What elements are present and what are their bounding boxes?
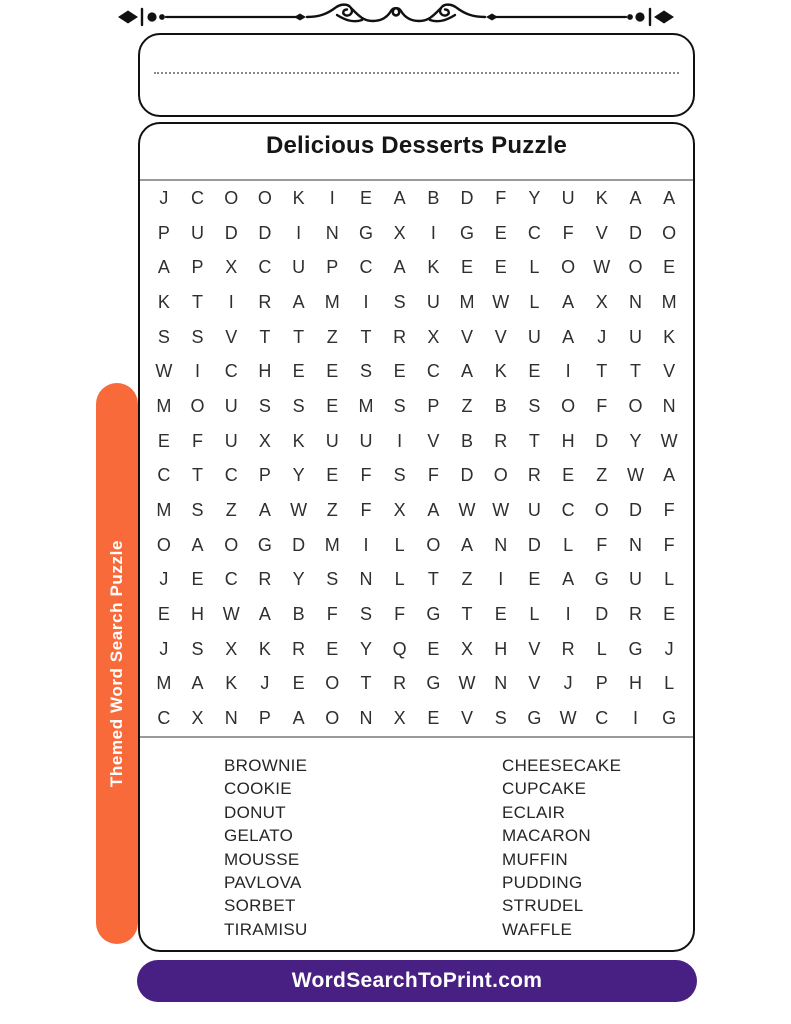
grid-cell-r5-c8: R [393, 326, 407, 347]
grid-cell-r15-c6: O [325, 673, 340, 694]
grid-cell-r6-c9: C [426, 361, 440, 382]
grid-cell-r13-c16: E [663, 604, 676, 625]
grid-cell-r3-c12: L [529, 257, 540, 278]
grid-cell-r3-c13: O [561, 257, 576, 278]
website-banner-label: WordSearchToPrint.com [291, 969, 543, 992]
word-item: MUFFIN [502, 849, 569, 869]
grid-cell-r15-c7: T [360, 673, 372, 694]
flourish-divider-icon [115, 2, 677, 32]
grid-cell-r3-c1: A [157, 257, 170, 278]
grid-cell-r2-c6: N [325, 222, 339, 243]
grid-cell-r7-c12: S [528, 395, 541, 416]
grid-cell-r2-c5: I [296, 222, 302, 243]
grid-cell-r9-c15: W [626, 465, 644, 486]
website-banner[interactable] [137, 960, 697, 1002]
grid-cell-r6-c2: I [195, 361, 201, 382]
grid-cell-r15-c2: A [191, 673, 204, 694]
grid-cell-r10-c15: D [628, 500, 642, 521]
grid-cell-r12-c12: E [528, 569, 541, 590]
grid-cell-r11-c9: O [426, 534, 441, 555]
word-item: STRUDEL [502, 896, 584, 916]
grid-cell-r1-c11: F [495, 187, 507, 208]
grid-cell-r13-c10: T [461, 604, 473, 625]
grid-cell-r12-c16: L [664, 569, 675, 590]
grid-cell-r6-c1: W [155, 361, 173, 382]
word-item: WAFFLE [502, 919, 573, 939]
grid-cell-r11-c12: D [527, 534, 541, 555]
grid-cell-r3-c3: X [225, 257, 238, 278]
grid-cell-r2-c3: D [224, 222, 238, 243]
grid-cell-r11-c10: A [461, 534, 474, 555]
puzzle-card [138, 122, 695, 952]
word-item: PAVLOVA [224, 873, 302, 893]
grid-cell-r10-c10: W [458, 500, 476, 521]
grid-cell-r8-c6: U [325, 430, 339, 451]
grid-cell-r7-c14: F [596, 395, 608, 416]
grid-cell-r14-c13: R [561, 638, 575, 659]
grid-cell-r1-c2: C [191, 187, 205, 208]
grid-cell-r9-c2: T [192, 465, 204, 486]
grid-cell-r2-c10: G [460, 222, 475, 243]
grid-cell-r11-c5: D [292, 534, 306, 555]
grid-cell-r7-c5: S [292, 395, 305, 416]
grid-cell-r10-c1: M [156, 500, 172, 521]
grid-cell-r13-c15: R [628, 604, 642, 625]
grid-cell-r6-c14: T [596, 361, 608, 382]
grid-cell-r5-c16: K [663, 326, 676, 347]
grid-cell-r5-c10: V [461, 326, 474, 347]
grid-cell-r6-c16: V [663, 361, 676, 382]
grid-cell-r1-c8: A [393, 187, 406, 208]
grid-cell-r2-c9: I [430, 222, 436, 243]
grid-cell-r11-c7: I [363, 534, 369, 555]
grid-cell-r11-c14: F [596, 534, 608, 555]
grid-cell-r2-c12: C [527, 222, 541, 243]
grid-cell-r3-c4: C [258, 257, 272, 278]
grid-cell-r1-c9: B [427, 187, 440, 208]
grid-cell-r14-c3: X [225, 638, 238, 659]
grid-cell-r6-c10: A [461, 361, 474, 382]
grid-cell-r6-c6: E [326, 361, 339, 382]
word-item: TIRAMISU [224, 919, 308, 939]
grid-cell-r9-c9: F [427, 465, 439, 486]
grid-cell-r9-c5: Y [292, 465, 305, 486]
grid-cell-r9-c4: P [258, 465, 271, 486]
grid-cell-r15-c5: E [292, 673, 305, 694]
grid-cell-r6-c13: I [565, 361, 571, 382]
grid-cell-r9-c14: Z [596, 465, 608, 486]
grid-cell-r12-c5: Y [292, 569, 305, 590]
grid-cell-r10-c16: F [663, 500, 675, 521]
grid-cell-r7-c10: Z [461, 395, 473, 416]
grid-cell-r2-c2: U [191, 222, 205, 243]
word-item: COOKIE [224, 779, 292, 799]
grid-cell-r8-c4: X [258, 430, 271, 451]
grid-cell-r3-c6: P [326, 257, 339, 278]
grid-cell-r10-c7: F [360, 500, 372, 521]
grid-cell-r2-c15: D [628, 222, 642, 243]
grid-cell-r1-c14: K [595, 187, 608, 208]
grid-cell-r14-c15: G [628, 638, 643, 659]
grid-cell-r11-c16: F [663, 534, 675, 555]
grid-cell-r4-c4: R [258, 291, 272, 312]
grid-cell-r8-c16: W [660, 430, 678, 451]
grid-cell-r1-c12: Y [528, 187, 541, 208]
grid-cell-r15-c9: G [426, 673, 441, 694]
grid-cell-r4-c1: K [157, 291, 170, 312]
grid-cell-r10-c13: C [561, 500, 575, 521]
word-item: SORBET [224, 896, 296, 916]
grid-cell-r12-c14: G [594, 569, 609, 590]
grid-cell-r14-c5: R [292, 638, 306, 659]
grid-cell-r3-c14: W [593, 257, 611, 278]
grid-cell-r13-c9: G [426, 604, 441, 625]
word-list [140, 736, 693, 950]
grid-cell-r10-c9: A [427, 500, 440, 521]
grid-cell-r4-c10: M [459, 291, 475, 312]
grid-cell-r8-c15: Y [629, 430, 642, 451]
grid-cell-r5-c3: V [225, 326, 238, 347]
grid-cell-r5-c1: S [157, 326, 170, 347]
theme-ribbon-label: Themed Word Search Puzzle [107, 539, 126, 788]
grid-cell-r12-c8: L [394, 569, 405, 590]
grid-cell-r10-c3: Z [225, 500, 237, 521]
grid-cell-r4-c2: T [192, 291, 204, 312]
grid-cell-r8-c3: U [224, 430, 238, 451]
grid-cell-r2-c4: D [258, 222, 272, 243]
grid-cell-r15-c14: P [595, 673, 608, 694]
grid-cell-r1-c1: J [159, 187, 169, 208]
grid-cell-r16-c2: X [191, 708, 204, 729]
grid-cell-r10-c4: A [258, 500, 271, 521]
grid-cell-r7-c4: S [258, 395, 271, 416]
name-input-line[interactable] [154, 72, 679, 74]
grid-cell-r15-c10: W [458, 673, 476, 694]
word-list-right [502, 754, 621, 941]
grid-cell-r5-c4: T [259, 326, 271, 347]
grid-cell-r13-c3: W [222, 604, 240, 625]
grid-cell-r11-c6: M [324, 534, 340, 555]
grid-cell-r1-c4: O [257, 187, 272, 208]
grid-cell-r7-c9: P [427, 395, 440, 416]
grid-cell-r12-c1: J [159, 569, 169, 590]
grid-cell-r16-c10: V [461, 708, 474, 729]
grid-cell-r6-c3: C [224, 361, 238, 382]
grid-cell-r5-c12: U [527, 326, 541, 347]
grid-cell-r7-c11: B [494, 395, 507, 416]
grid-cell-r6-c4: H [258, 361, 272, 382]
grid-cell-r11-c4: G [257, 534, 272, 555]
grid-cell-r14-c10: X [461, 638, 474, 659]
grid-cell-r7-c7: M [358, 395, 374, 416]
grid-cell-r14-c1: J [159, 638, 169, 659]
grid-cell-r12-c3: C [224, 569, 238, 590]
word-item: CHEESECAKE [502, 756, 622, 775]
grid-cell-r3-c15: O [628, 257, 643, 278]
grid-cell-r14-c9: E [427, 638, 440, 659]
grid-cell-r12-c11: I [498, 569, 504, 590]
grid-cell-r9-c16: A [663, 465, 676, 486]
grid-cell-r9-c10: D [460, 465, 474, 486]
grid-cell-r7-c16: N [662, 395, 676, 416]
grid-cell-r16-c8: X [393, 708, 406, 729]
grid-cell-r2-c1: P [157, 222, 170, 243]
grid-cell-r11-c8: L [394, 534, 405, 555]
word-item: CUPCAKE [502, 779, 587, 799]
grid-cell-r16-c6: O [325, 708, 340, 729]
grid-cell-r11-c11: N [494, 534, 508, 555]
grid-cell-r5-c2: S [191, 326, 204, 347]
grid-cell-r13-c1: E [157, 604, 170, 625]
grid-cell-r8-c14: D [595, 430, 609, 451]
grid-cell-r1-c6: I [329, 187, 335, 208]
grid-cell-r10-c12: U [527, 500, 541, 521]
grid-cell-r3-c7: C [359, 257, 373, 278]
word-item: GELATO [224, 826, 294, 846]
grid-cell-r8-c10: B [461, 430, 474, 451]
grid-cell-r9-c8: S [393, 465, 406, 486]
grid-cell-r16-c15: I [632, 708, 638, 729]
word-item: PUDDING [502, 873, 583, 893]
grid-cell-r9-c12: R [527, 465, 541, 486]
grid-cell-r10-c2: S [191, 500, 204, 521]
grid-cell-r3-c10: E [461, 257, 474, 278]
grid-cell-r13-c4: A [258, 604, 271, 625]
grid-cell-r4-c16: M [661, 291, 677, 312]
grid-cell-r13-c2: H [191, 604, 205, 625]
grid-cell-r5-c7: T [360, 326, 372, 347]
grid-cell-r16-c1: C [157, 708, 171, 729]
grid-cell-r1-c16: A [663, 187, 676, 208]
grid-cell-r12-c15: U [628, 569, 642, 590]
grid-cell-r2-c13: F [562, 222, 574, 243]
grid-cell-r1-c15: A [629, 187, 642, 208]
grid-cell-r3-c5: U [292, 257, 306, 278]
grid-cell-r12-c6: S [326, 569, 339, 590]
grid-cell-r8-c11: R [494, 430, 508, 451]
grid-cell-r1-c5: K [292, 187, 305, 208]
grid-cell-r9-c3: C [224, 465, 238, 486]
grid-cell-r6-c7: S [359, 361, 372, 382]
grid-cell-r5-c13: A [562, 326, 575, 347]
grid-cell-r5-c14: J [597, 326, 607, 347]
grid-cell-r15-c3: K [225, 673, 238, 694]
grid-cell-r6-c15: T [629, 361, 641, 382]
grid-cell-r3-c16: E [663, 257, 676, 278]
grid-cell-r13-c7: S [359, 604, 372, 625]
word-item: BROWNIE [224, 756, 308, 775]
grid-cell-r1-c3: O [224, 187, 239, 208]
grid-cell-r4-c15: N [628, 291, 642, 312]
grid-cell-r1-c10: D [460, 187, 474, 208]
grid-cell-r5-c15: U [628, 326, 642, 347]
grid-cell-r1-c7: E [359, 187, 372, 208]
grid-cell-r16-c5: A [292, 708, 305, 729]
letter-grid [147, 181, 686, 736]
grid-cell-r13-c6: F [326, 604, 338, 625]
grid-cell-r8-c5: K [292, 430, 305, 451]
grid-cell-r13-c5: B [292, 604, 305, 625]
grid-cell-r9-c13: E [562, 465, 575, 486]
grid-cell-r15-c8: R [393, 673, 407, 694]
grid-cell-r11-c13: L [563, 534, 574, 555]
grid-cell-r8-c12: T [528, 430, 540, 451]
grid-cell-r9-c1: C [157, 465, 171, 486]
grid-cell-r15-c11: N [494, 673, 508, 694]
grid-cell-r12-c10: Z [461, 569, 473, 590]
grid-cell-r10-c5: W [290, 500, 308, 521]
grid-cell-r16-c11: S [494, 708, 507, 729]
grid-cell-r15-c13: J [563, 673, 573, 694]
grid-cell-r4-c3: I [228, 291, 234, 312]
grid-cell-r7-c15: O [628, 395, 643, 416]
grid-cell-r7-c6: E [326, 395, 339, 416]
grid-cell-r4-c14: X [595, 291, 608, 312]
grid-cell-r9-c7: F [360, 465, 372, 486]
grid-cell-r15-c12: V [528, 673, 541, 694]
grid-cell-r12-c7: N [359, 569, 373, 590]
grid-cell-r3-c2: P [191, 257, 204, 278]
grid-cell-r4-c7: I [363, 291, 369, 312]
grid-cell-r3-c9: K [427, 257, 440, 278]
grid-cell-r13-c13: I [565, 604, 571, 625]
grid-cell-r6-c12: E [528, 361, 541, 382]
word-item: ECLAIR [502, 802, 566, 822]
grid-cell-r3-c8: A [393, 257, 406, 278]
grid-cell-r8-c1: E [157, 430, 170, 451]
grid-cell-r4-c11: W [492, 291, 510, 312]
grid-cell-r14-c7: Y [359, 638, 372, 659]
grid-cell-r12-c13: A [562, 569, 575, 590]
grid-cell-r2-c8: X [393, 222, 406, 243]
grid-cell-r12-c2: E [191, 569, 204, 590]
name-box [138, 33, 695, 117]
grid-cell-r4-c5: A [292, 291, 305, 312]
grid-cell-r14-c16: J [664, 638, 674, 659]
grid-cell-r14-c8: Q [392, 638, 407, 659]
grid-cell-r7-c13: O [561, 395, 576, 416]
grid-cell-r10-c8: X [393, 500, 406, 521]
grid-cell-r14-c6: E [326, 638, 339, 659]
grid-cell-r12-c4: R [258, 569, 272, 590]
grid-cell-r11-c15: N [628, 534, 642, 555]
grid-cell-r11-c1: O [156, 534, 171, 555]
grid-cell-r16-c4: P [258, 708, 271, 729]
grid-cell-r8-c13: H [561, 430, 575, 451]
grid-cell-r15-c1: M [156, 673, 172, 694]
grid-cell-r9-c6: E [326, 465, 339, 486]
word-item: MOUSSE [224, 849, 300, 869]
grid-cell-r7-c8: S [393, 395, 406, 416]
grid-cell-r16-c13: W [559, 708, 577, 729]
grid-cell-r7-c2: O [190, 395, 205, 416]
grid-cell-r15-c15: H [628, 673, 642, 694]
grid-cell-r14-c14: L [596, 638, 607, 659]
grid-cell-r10-c14: O [594, 500, 609, 521]
word-item: DONUT [224, 802, 286, 822]
grid-cell-r4-c8: S [393, 291, 406, 312]
grid-cell-r16-c12: G [527, 708, 542, 729]
grid-cell-r2-c11: E [494, 222, 507, 243]
grid-cell-r6-c5: E [292, 361, 305, 382]
grid-cell-r6-c11: K [494, 361, 507, 382]
grid-cell-r16-c9: E [427, 708, 440, 729]
grid-cell-r14-c11: H [494, 638, 508, 659]
grid-cell-r7-c1: M [156, 395, 172, 416]
grid-cell-r11-c2: A [191, 534, 204, 555]
grid-cell-r13-c8: F [394, 604, 406, 625]
grid-cell-r4-c6: M [324, 291, 340, 312]
page-title: Delicious Desserts Puzzle [265, 132, 568, 159]
grid-cell-r15-c16: L [664, 673, 675, 694]
grid-cell-r4-c9: U [426, 291, 440, 312]
grid-cell-r16-c16: G [662, 708, 677, 729]
grid-cell-r10-c6: Z [326, 500, 338, 521]
word-item: MACARON [502, 826, 591, 846]
grid-cell-r13-c14: D [595, 604, 609, 625]
grid-cell-r14-c2: S [191, 638, 204, 659]
grid-cell-r8-c8: I [397, 430, 403, 451]
grid-cell-r16-c14: C [595, 708, 609, 729]
grid-cell-r16-c7: N [359, 708, 373, 729]
grid-cell-r3-c11: E [494, 257, 507, 278]
grid-cell-r13-c12: L [529, 604, 540, 625]
grid-cell-r8-c2: F [192, 430, 204, 451]
grid-cell-r9-c11: O [493, 465, 508, 486]
grid-cell-r8-c9: V [427, 430, 440, 451]
grid-cell-r5-c9: X [427, 326, 440, 347]
grid-cell-r1-c13: U [561, 187, 575, 208]
grid-cell-r16-c3: N [224, 708, 238, 729]
grid-cell-r6-c8: E [393, 361, 406, 382]
grid-cell-r5-c11: V [494, 326, 507, 347]
grid-cell-r4-c12: L [529, 291, 540, 312]
grid-cell-r5-c6: Z [326, 326, 338, 347]
grid-cell-r2-c16: O [662, 222, 677, 243]
grid-cell-r14-c4: K [258, 638, 271, 659]
grid-cell-r11-c3: O [224, 534, 239, 555]
grid-cell-r15-c4: J [260, 673, 270, 694]
grid-cell-r4-c13: A [562, 291, 575, 312]
grid-cell-r2-c7: G [358, 222, 373, 243]
theme-ribbon [96, 383, 138, 944]
grid-cell-r14-c12: V [528, 638, 541, 659]
grid-cell-r2-c14: V [595, 222, 608, 243]
grid-cell-r5-c5: T [293, 326, 305, 347]
grid-cell-r10-c11: W [492, 500, 510, 521]
grid-cell-r12-c9: T [427, 569, 439, 590]
grid-cell-r8-c7: U [359, 430, 373, 451]
grid-cell-r13-c11: E [494, 604, 507, 625]
grid-cell-r7-c3: U [224, 395, 238, 416]
word-list-left [224, 754, 308, 941]
